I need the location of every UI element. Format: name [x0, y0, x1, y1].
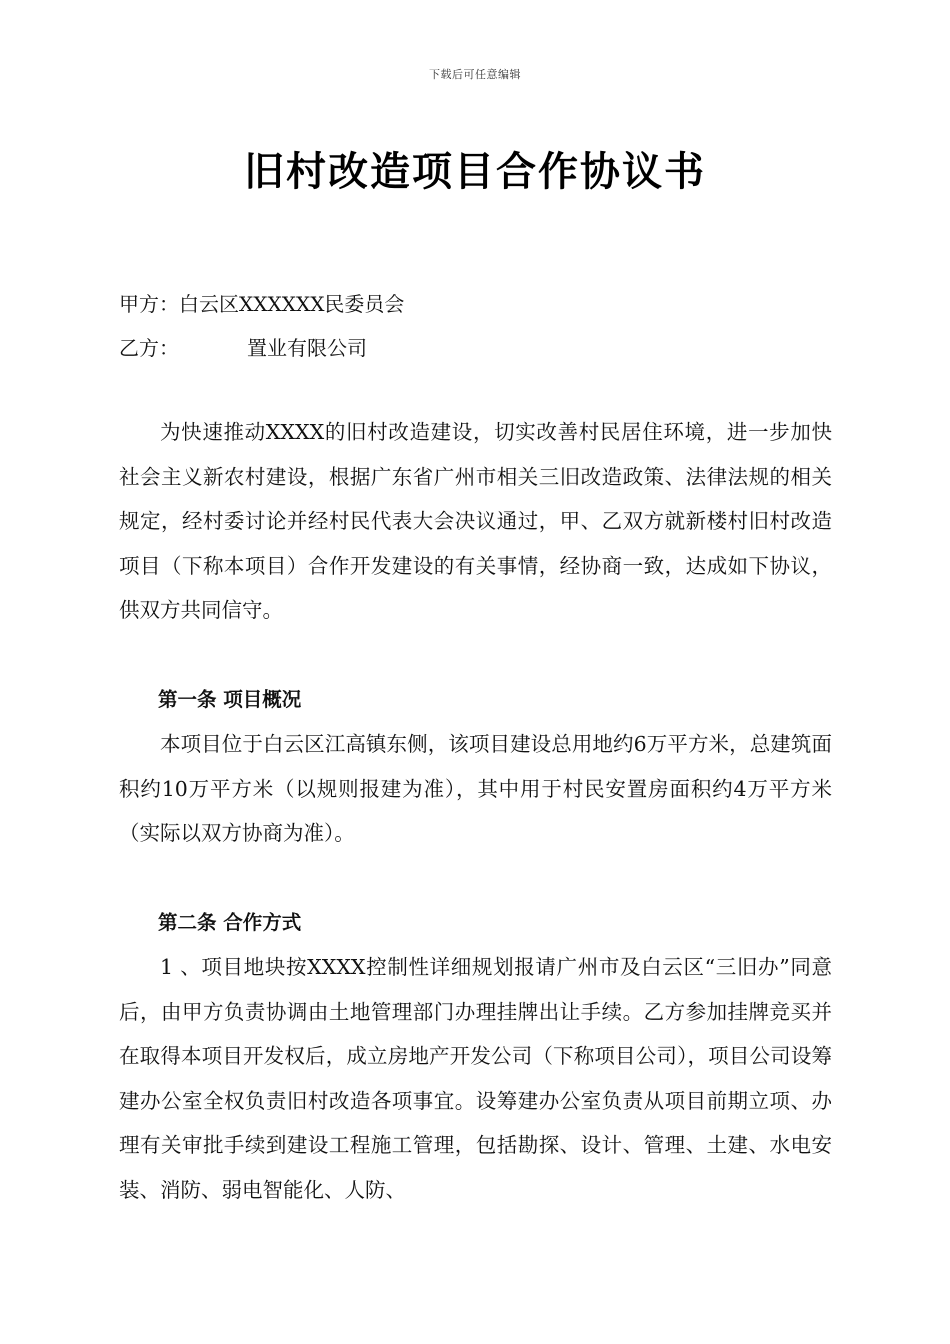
party-b-row — [119, 326, 839, 370]
party-a-row — [119, 282, 839, 326]
section-heading-2: 第二条 合作方式 — [158, 910, 302, 934]
party-b-name: 置业有限公司 — [247, 336, 367, 360]
party-b-label: 乙方： — [119, 336, 179, 360]
document-title: 旧村改造项目合作协议书 — [244, 149, 706, 195]
section-1-paragraph: 本项目位于白云区江高镇东侧，该项目建设总用地约6万平方米，总建筑面积约10万平方米（以规则报建为准），其中用于村民安置房面积约4万平方米（实际以双方协商为准）。 — [119, 732, 832, 845]
intro-paragraph: 为快速推动XXXX的旧村改造建设，切实改善村民居住环境，进一步加快社会主义新农村建设，根据广东省广州市相关三旧改造政策、法律法规的相关规定，经村委讨论并经村民代表大会决议通过，甲、乙双方就新楼村旧村改造项目（下称本项目）合作开发建设的有关事情，经协商一致，达成如下协议，供双方共同信守。 — [119, 420, 832, 622]
section-2-paragraph: 1 、项目地块按XXXX控制性详细规划报请广州市及白云区“三旧办”同意后，由甲方负责协调由土地管理部门办理挂牌出让手续。乙方参加挂牌竞买并在取得本项目开发权后，成立房地产开发公司（下称项目公司），项目公司设筹建办公室全权负责旧村改造各项事宜。设筹建办公室负责从项目前期立项、办理有关审批手续到建设工程施工管理，包括勘探、设计、管理、土建、水电安装、消防、弱电智能化、人防、 — [119, 955, 832, 1202]
party-a-label: 甲方： — [119, 292, 179, 316]
document-body — [119, 410, 832, 1212]
page-header-note: 下载后可任意编辑 — [429, 68, 521, 81]
section-heading-1: 第一条 项目概况 — [158, 687, 302, 711]
party-a-name: 白云区XXXXXX民委员会 — [179, 292, 405, 316]
parties-block — [119, 282, 839, 370]
